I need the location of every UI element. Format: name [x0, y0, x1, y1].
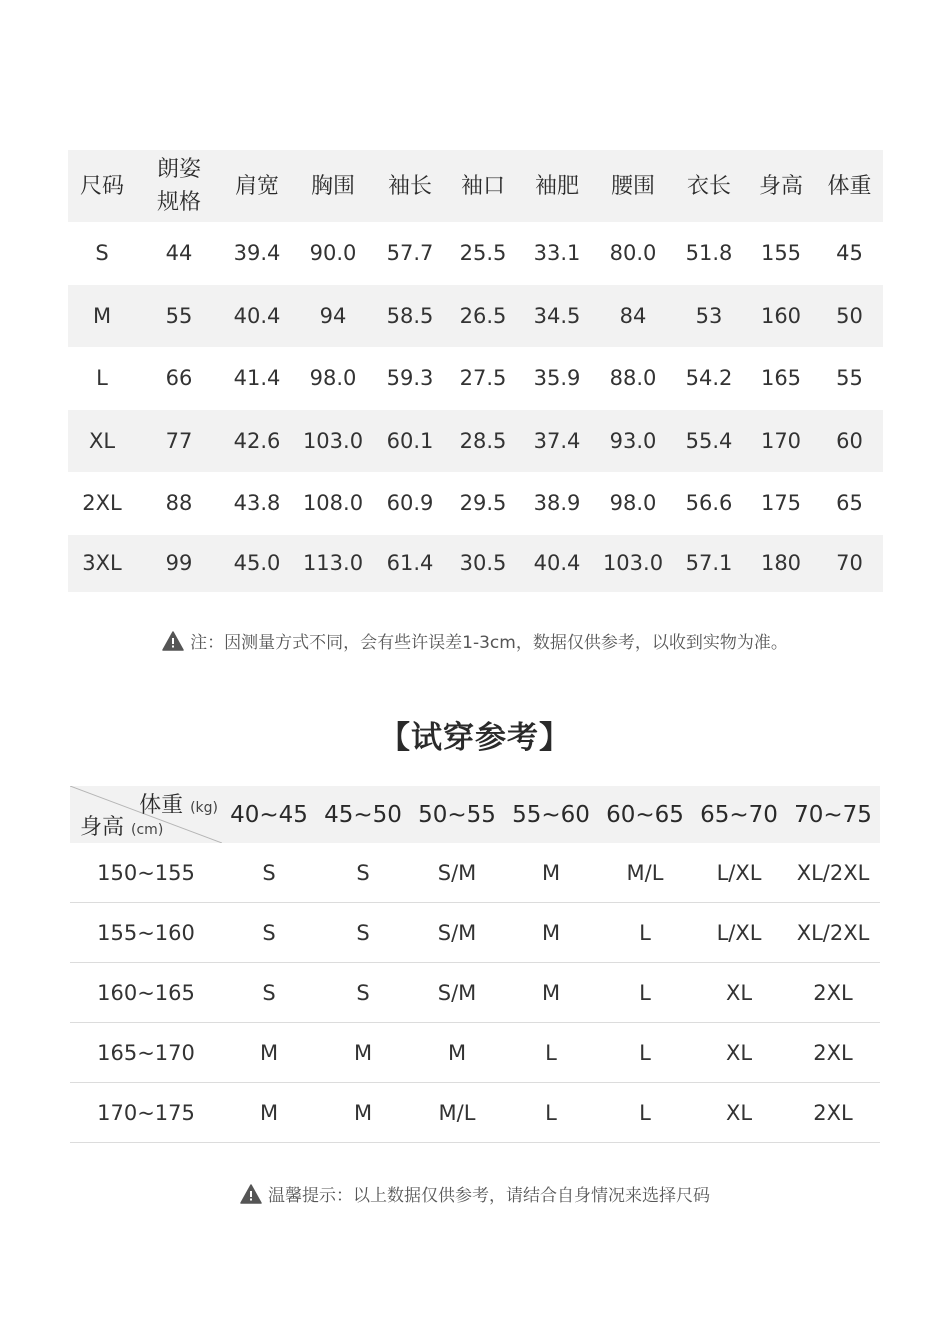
- size-cell: 56.6: [685, 491, 733, 516]
- fit-cell: S: [316, 963, 410, 1023]
- fit-cell: L: [598, 1083, 692, 1143]
- size-cell: 39.4: [233, 241, 281, 266]
- fit-cell: M: [504, 963, 598, 1023]
- fit-cell: XL/2XL: [786, 903, 880, 963]
- size-cell: 160: [746, 285, 816, 348]
- size-cell: M: [68, 285, 136, 348]
- size-cell: 98.0: [309, 366, 357, 391]
- size-cell: 60: [816, 410, 883, 473]
- fit-cell: L/XL: [692, 843, 786, 903]
- fit-cell: XL: [692, 1083, 786, 1143]
- size-cell: 175: [760, 491, 802, 516]
- fit-cell: 2XL: [786, 1083, 880, 1143]
- fit-reference-title: 【试穿参考】: [379, 720, 571, 756]
- size-cell: 43.8: [233, 491, 281, 516]
- size-cell: 55: [836, 366, 863, 391]
- fit-row: [70, 963, 880, 1023]
- size-cell: 66: [165, 366, 193, 391]
- size-cell: 38.9: [533, 491, 581, 516]
- size-cell: 155: [760, 241, 802, 266]
- height-range: 165~170: [70, 1023, 222, 1083]
- size-cell: 42.6: [222, 410, 292, 473]
- header-cell: 衣长: [672, 150, 746, 222]
- size-cell: 80.0: [609, 241, 657, 266]
- fit-cell: S: [222, 903, 316, 963]
- header-cell: 身高: [746, 150, 816, 222]
- warning-triangle-icon: [240, 1184, 262, 1204]
- size-cell: 2XL: [82, 491, 122, 516]
- header-cell: 袖长: [374, 150, 446, 222]
- fit-cell: 2XL: [786, 963, 880, 1023]
- weight-header: 65~70: [692, 786, 786, 843]
- size-cell: 54.2: [685, 366, 733, 391]
- size-table: [68, 150, 883, 592]
- header-cell: 袖肥: [520, 150, 594, 222]
- fit-row: [70, 843, 880, 903]
- size-cell: 45: [836, 241, 863, 266]
- fit-cell: S: [316, 903, 410, 963]
- size-cell: 90.0: [309, 241, 357, 266]
- fit-cell: XL: [692, 963, 786, 1023]
- fit-cell: M: [504, 903, 598, 963]
- header-cell: 体重: [816, 150, 883, 222]
- header-cell: 胸围: [292, 150, 374, 222]
- size-cell: 94: [292, 285, 374, 348]
- corner-weight-label: 体重 (kg): [139, 793, 218, 818]
- size-cell: 34.5: [520, 285, 594, 348]
- header-cell: 尺码: [68, 150, 136, 222]
- height-range: 170~175: [70, 1083, 222, 1143]
- size-cell: 88.0: [609, 366, 657, 391]
- size-cell: 27.5: [459, 366, 507, 391]
- size-cell: 99: [136, 535, 222, 592]
- fit-row: [70, 903, 880, 963]
- fit-cell: L: [598, 963, 692, 1023]
- fit-cell: S: [222, 843, 316, 903]
- measurement-note-text: 注：因测量方式不同，会有些许误差1-3cm，数据仅供参考，以收到实物为准。: [190, 633, 788, 653]
- size-cell: 58.5: [374, 285, 446, 348]
- fit-cell: M: [504, 843, 598, 903]
- size-row: [68, 222, 883, 285]
- size-cell: 35.9: [533, 366, 581, 391]
- size-cell: 53: [672, 285, 746, 348]
- size-cell: 84: [594, 285, 672, 348]
- fit-cell: XL/2XL: [786, 843, 880, 903]
- fit-cell: L/XL: [692, 903, 786, 963]
- size-cell: 59.3: [386, 366, 434, 391]
- fit-cell: M: [316, 1083, 410, 1143]
- size-cell: 55: [136, 285, 222, 348]
- size-cell: 50: [816, 285, 883, 348]
- fit-cell: S: [222, 963, 316, 1023]
- corner-cell: [70, 786, 222, 843]
- size-cell: 37.4: [520, 410, 594, 473]
- fit-cell: L: [598, 1023, 692, 1083]
- size-cell: S: [95, 241, 109, 266]
- size-row: [68, 410, 883, 473]
- size-table-header: [68, 150, 883, 222]
- size-cell: 51.8: [685, 241, 733, 266]
- fit-cell: XL: [692, 1023, 786, 1083]
- size-cell: XL: [68, 410, 136, 473]
- size-cell: 165: [760, 366, 802, 391]
- size-cell: 70: [816, 535, 883, 592]
- fit-row: [70, 1083, 880, 1143]
- fit-cell: L: [598, 903, 692, 963]
- header-cell: 袖口: [446, 150, 520, 222]
- fit-cell: M/L: [598, 843, 692, 903]
- size-cell: 26.5: [446, 285, 520, 348]
- fit-reference-table: [70, 786, 880, 1143]
- weight-header: 55~60: [504, 786, 598, 843]
- fit-cell: L: [504, 1023, 598, 1083]
- height-range: 155~160: [70, 903, 222, 963]
- size-cell: 40.4: [520, 535, 594, 592]
- size-cell: 88: [165, 491, 193, 516]
- size-cell: 65: [836, 491, 863, 516]
- warning-triangle-icon: [162, 631, 184, 651]
- size-cell: 44: [165, 241, 193, 266]
- fit-cell: L: [504, 1083, 598, 1143]
- size-cell: 180: [746, 535, 816, 592]
- size-cell: 113.0: [292, 535, 374, 592]
- tip-note-text: 温馨提示：以上数据仅供参考，请结合自身情况来选择尺码: [268, 1186, 710, 1206]
- size-row: [68, 472, 883, 535]
- size-cell: L: [96, 366, 108, 391]
- size-cell: 57.1: [672, 535, 746, 592]
- fit-row: [70, 1023, 880, 1083]
- fit-cell: S/M: [410, 963, 504, 1023]
- fit-cell: M: [222, 1083, 316, 1143]
- height-range: 150~155: [70, 843, 222, 903]
- height-range: 160~165: [70, 963, 222, 1023]
- size-cell: 61.4: [374, 535, 446, 592]
- measurement-note: [0, 628, 950, 653]
- size-cell: 30.5: [446, 535, 520, 592]
- header-cell: 腰围: [594, 150, 672, 222]
- header-cell: 朗姿规格: [136, 150, 222, 222]
- fit-cell: M: [316, 1023, 410, 1083]
- fit-cell: M/L: [410, 1083, 504, 1143]
- fit-cell: S: [316, 843, 410, 903]
- size-row: [68, 285, 883, 348]
- weight-header: 70~75: [786, 786, 880, 843]
- size-cell: 40.4: [222, 285, 292, 348]
- size-cell: 3XL: [68, 535, 136, 592]
- size-cell: 29.5: [459, 491, 507, 516]
- size-cell: 57.7: [386, 241, 434, 266]
- size-cell: 60.9: [386, 491, 434, 516]
- size-cell: 103.0: [292, 410, 374, 473]
- weight-header: 40~45: [222, 786, 316, 843]
- size-cell: 60.1: [374, 410, 446, 473]
- fit-cell: M: [222, 1023, 316, 1083]
- corner-height-label: 身高 (cm): [80, 815, 164, 840]
- header-cell: 肩宽: [222, 150, 292, 222]
- size-row: [68, 535, 883, 592]
- size-cell: 41.4: [233, 366, 281, 391]
- tip-note: [0, 1181, 950, 1206]
- weight-header: 50~55: [410, 786, 504, 843]
- size-cell: 55.4: [672, 410, 746, 473]
- weight-header: 45~50: [316, 786, 410, 843]
- size-row: [68, 347, 883, 410]
- size-cell: 33.1: [533, 241, 581, 266]
- size-cell: 108.0: [302, 491, 364, 516]
- size-cell: 170: [746, 410, 816, 473]
- size-cell: 28.5: [446, 410, 520, 473]
- fit-cell: M: [410, 1023, 504, 1083]
- size-cell: 25.5: [459, 241, 507, 266]
- size-cell: 45.0: [222, 535, 292, 592]
- size-cell: 77: [136, 410, 222, 473]
- fit-cell: S/M: [410, 843, 504, 903]
- size-cell: 93.0: [594, 410, 672, 473]
- weight-header: 60~65: [598, 786, 692, 843]
- fit-cell: 2XL: [786, 1023, 880, 1083]
- fit-cell: S/M: [410, 903, 504, 963]
- size-cell: 103.0: [594, 535, 672, 592]
- fit-table-header: [70, 786, 880, 843]
- size-cell: 98.0: [609, 491, 657, 516]
